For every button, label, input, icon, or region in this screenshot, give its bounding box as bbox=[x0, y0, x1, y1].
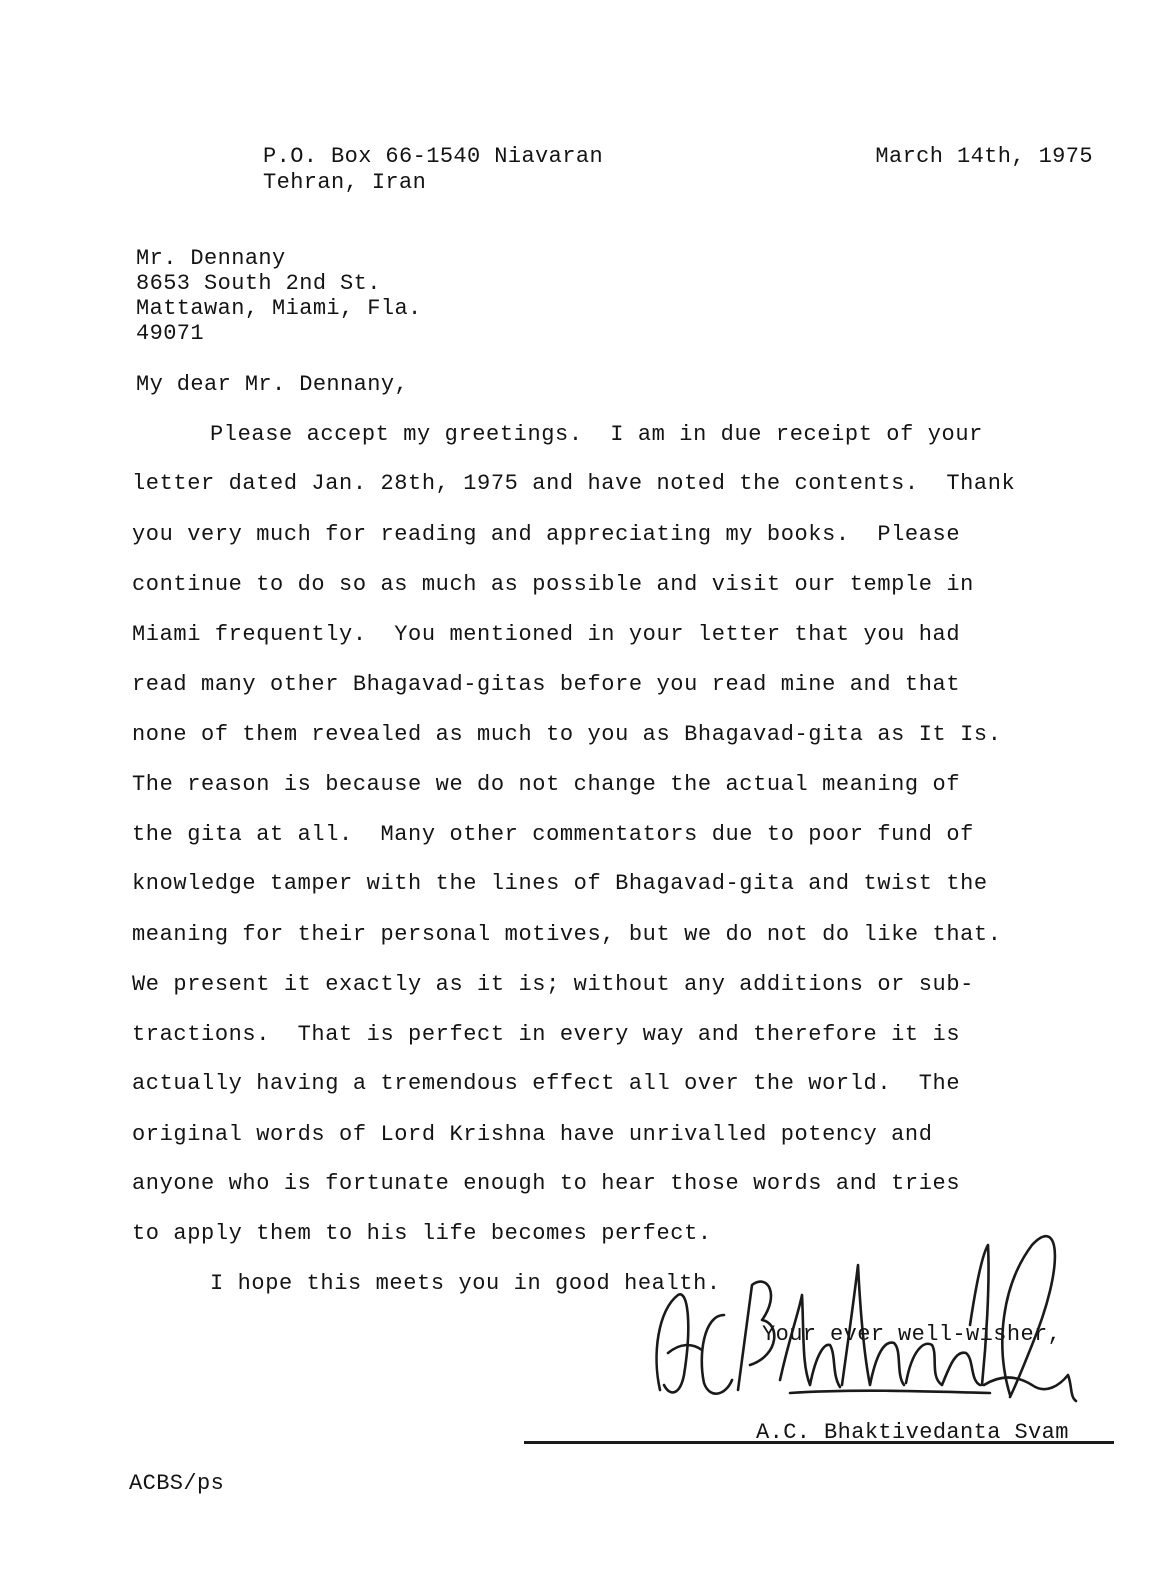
recipient-street: 8653 South 2nd St. bbox=[136, 271, 381, 296]
body-line: read many other Bhagavad-gitas before you read mine and that bbox=[132, 672, 961, 697]
signatory-name: A.C. Bhaktivedanta Svam bbox=[756, 1420, 1069, 1445]
recipient-name: Mr. Dennany bbox=[136, 246, 286, 271]
body-line: none of them revealed as much to you as Bhagavad-gita as It Is. bbox=[132, 722, 1002, 747]
body-line: letter dated Jan. 28th, 1975 and have noted the contents. Thank bbox=[132, 471, 1016, 496]
body-line: anyone who is fortunate enough to hear those words and tries bbox=[132, 1171, 961, 1196]
letter-date: March 14th, 1975 bbox=[875, 144, 1093, 169]
recipient-city: Mattawan, Miami, Fla. bbox=[136, 296, 422, 321]
recipient-zip: 49071 bbox=[136, 321, 205, 346]
body-line: to apply them to his life becomes perfect. bbox=[132, 1221, 712, 1246]
body-line: We present it exactly as it is; without any additions or sub- bbox=[132, 972, 974, 997]
body-line: you very much for reading and appreciating my books. Please bbox=[132, 522, 961, 547]
body-line: original words of Lord Krishna have unrivalled potency and bbox=[132, 1122, 933, 1147]
reference-initials: ACBS/ps bbox=[129, 1471, 225, 1496]
body-line: Please accept my greetings. I am in due receipt of your bbox=[210, 422, 983, 447]
body-line: Miami frequently. You mentioned in your letter that you had bbox=[132, 622, 961, 647]
body-line: the gita at all. Many other commentators due to poor fund of bbox=[132, 822, 974, 847]
body-line: actually having a tremendous effect all over the world. The bbox=[132, 1071, 961, 1096]
body-paragraph-2: I hope this meets you in good health. bbox=[210, 1271, 721, 1296]
body-line: continue to do so as much as possible and visit our temple in bbox=[132, 572, 974, 597]
body-line: knowledge tamper with the lines of Bhagavad-gita and twist the bbox=[132, 871, 988, 896]
sender-address-line1: P.O. Box 66-1540 Niavaran bbox=[263, 144, 604, 169]
body-line: tractions. That is perfect in every way and therefore it is bbox=[132, 1022, 961, 1047]
closing: Your ever well-wisher, bbox=[762, 1322, 1062, 1347]
body-line: The reason is because we do not change the actual meaning of bbox=[132, 772, 961, 797]
handwritten-signature bbox=[640, 1225, 1100, 1485]
salutation: My dear Mr. Dennany, bbox=[136, 372, 409, 397]
body-line: meaning for their personal motives, but we do not do like that. bbox=[132, 922, 1002, 947]
sender-address-line2: Tehran, Iran bbox=[263, 170, 427, 195]
